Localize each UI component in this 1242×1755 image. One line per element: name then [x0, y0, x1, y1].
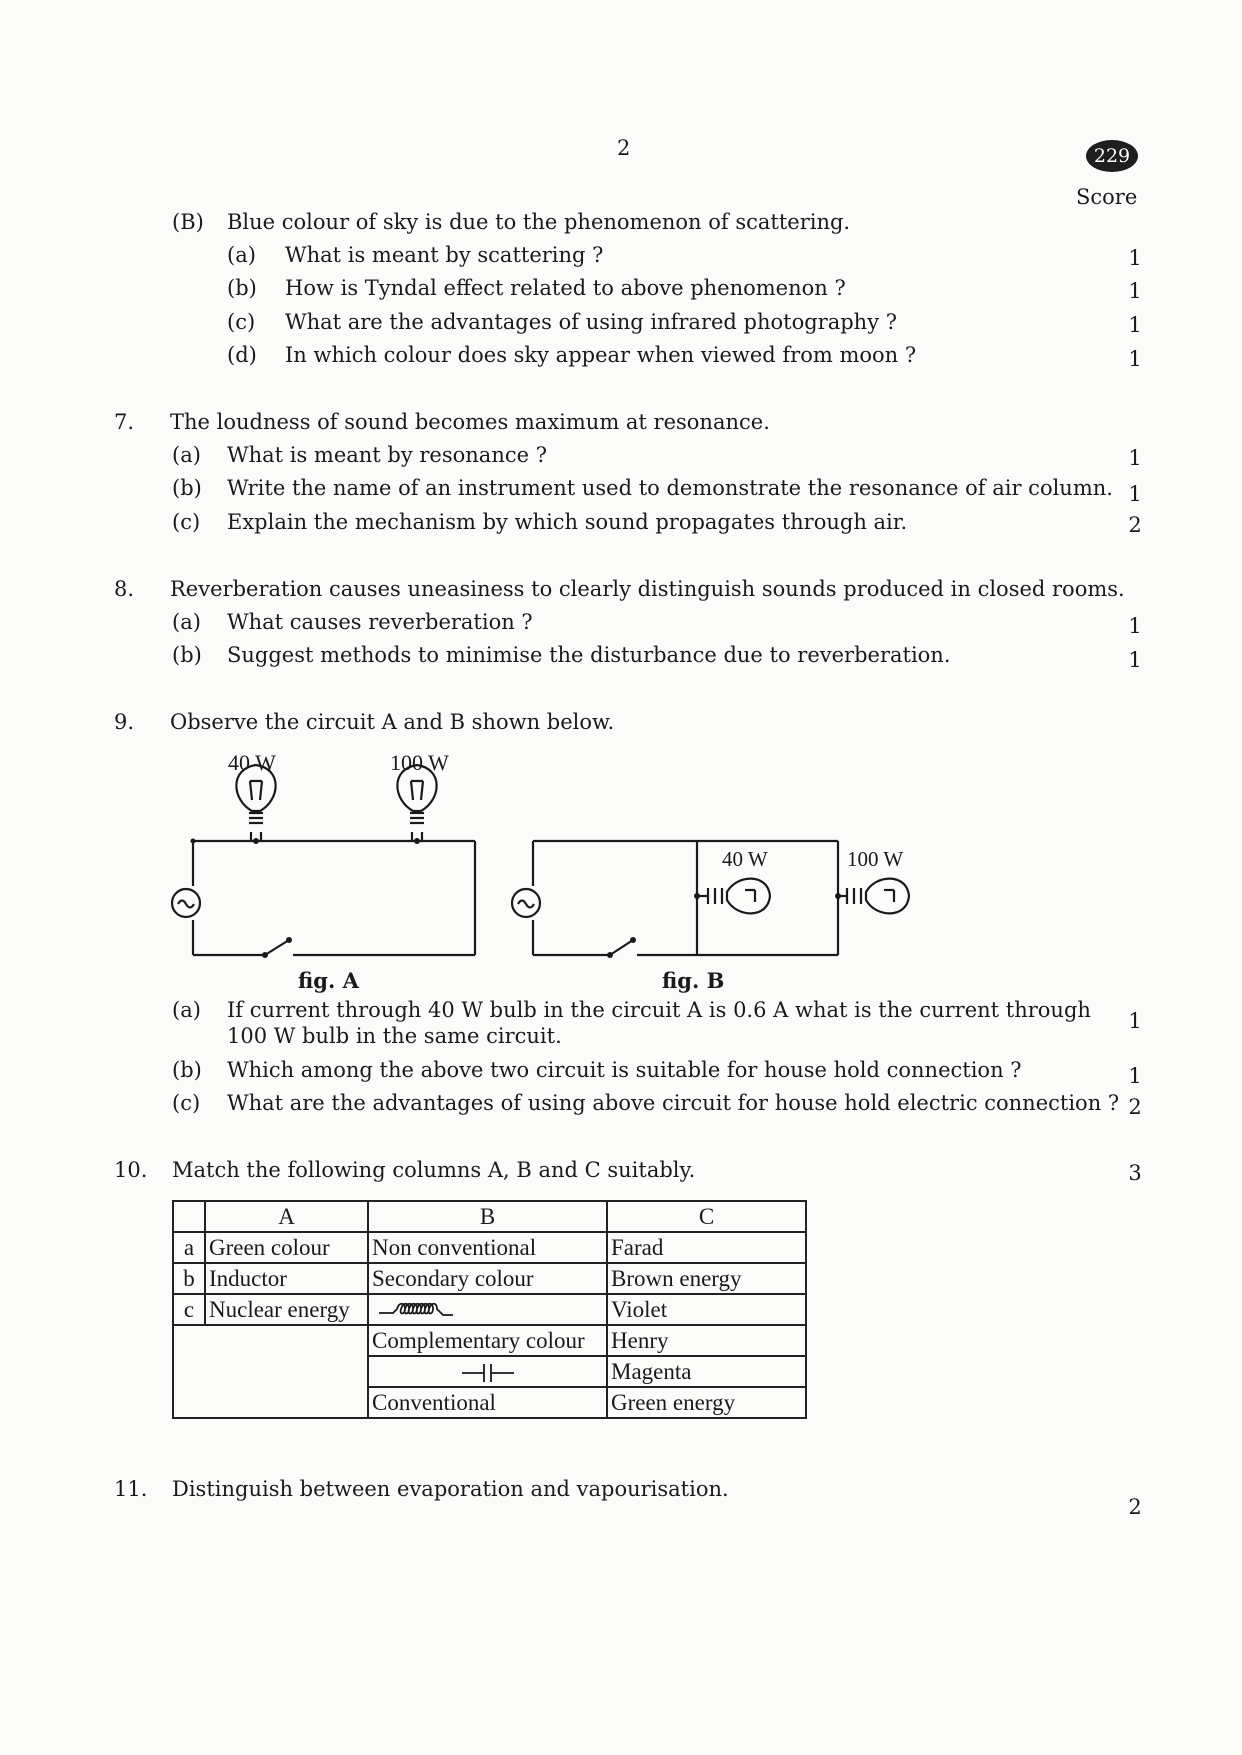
- question-score: 3: [1128, 1161, 1142, 1185]
- part-score: 1: [1128, 446, 1142, 470]
- cell-c: Violet: [607, 1294, 806, 1325]
- part-text: In which colour does sky appear when viewed from moon ?: [285, 343, 917, 367]
- part-score: 1: [1128, 614, 1142, 638]
- table-row: [173, 1263, 806, 1294]
- part-label: (a): [227, 243, 256, 267]
- question-stem: Blue colour of sky is due to the phenomenon of scattering.: [227, 210, 851, 234]
- cell-a: Inductor: [205, 1263, 368, 1294]
- match-table: [172, 1200, 807, 1419]
- part-text: What is meant by resonance ?: [227, 443, 547, 467]
- fig-b-ac-wave: [518, 901, 534, 908]
- row-key: b: [173, 1263, 205, 1294]
- question-stem: Distinguish between evaporation and vapourisation.: [172, 1477, 729, 1501]
- fig-b-bulb-100w-label: 100 W: [847, 847, 904, 871]
- column-header: B: [368, 1201, 607, 1232]
- part-text: How is Tyndal effect related to above phenomenon ?: [285, 276, 846, 300]
- part-label: (b): [227, 276, 257, 300]
- cell-b: Conventional: [368, 1387, 607, 1418]
- fig-b-caption: fig. B: [662, 968, 725, 993]
- part-text: If current through 40 W bulb in the circuit A is 0.6 A what is the current through: [227, 998, 1091, 1022]
- part-score: 1: [1128, 347, 1142, 371]
- row-key: c: [173, 1294, 205, 1325]
- part-score: 2: [1128, 1095, 1142, 1119]
- fig-a-caption: fig. A: [298, 968, 359, 993]
- score-header: Score: [1076, 185, 1138, 209]
- part-score: 1: [1128, 313, 1142, 337]
- fig-a-switch-lever: [265, 940, 289, 955]
- question-label: (B): [172, 210, 204, 234]
- part-label: (c): [172, 1091, 201, 1115]
- fig-b-bulb-40w-label: 40 W: [722, 847, 768, 871]
- part-label: (b): [172, 643, 202, 667]
- cell-b: Non conventional: [368, 1232, 607, 1263]
- question-number: 11.: [114, 1477, 148, 1501]
- cell-b: [368, 1294, 607, 1325]
- column-header: C: [607, 1201, 806, 1232]
- question-stem: Match the following columns A, B and C suitably.: [172, 1158, 696, 1182]
- question-number: 9.: [114, 710, 135, 734]
- fig-a-bulb-100w-label: 100 W: [390, 750, 449, 775]
- cell-b: Complementary colour: [368, 1325, 607, 1356]
- fig-b-bulb-100w: [866, 879, 909, 914]
- part-label: (a): [172, 610, 201, 634]
- part-text-continued: 100 W bulb in the same circuit.: [227, 1024, 562, 1048]
- fig-a-ac-wave: [178, 901, 194, 908]
- cell-a: Nuclear energy: [205, 1294, 368, 1325]
- question-number: 7.: [114, 410, 135, 434]
- part-label: (c): [227, 310, 256, 334]
- table-header-row: [173, 1201, 806, 1232]
- question-stem: Reverberation causes uneasiness to clearly distinguish sounds produced in closed rooms.: [170, 577, 1125, 601]
- part-text: What are the advantages of using above circuit for house hold electric connection ?: [227, 1091, 1120, 1115]
- page-number: 2: [617, 136, 631, 160]
- cell-c: Farad: [607, 1232, 806, 1263]
- question-number: 10.: [114, 1158, 148, 1182]
- part-text: Which among the above two circuit is suitable for house hold connection ?: [227, 1058, 1022, 1082]
- part-label: (c): [172, 510, 201, 534]
- question-number: 8.: [114, 577, 135, 601]
- table-row: [173, 1294, 806, 1325]
- table-corner: [173, 1201, 205, 1232]
- table-row: [173, 1232, 806, 1263]
- fig-b-bulb-40w: [727, 879, 770, 914]
- question-score: 2: [1128, 1495, 1142, 1519]
- part-text: What is meant by scattering ?: [285, 243, 604, 267]
- cell-b: [368, 1356, 607, 1387]
- question-stem: Observe the circuit A and B shown below.: [170, 710, 615, 734]
- part-score: 1: [1128, 1064, 1142, 1088]
- row-key: a: [173, 1232, 205, 1263]
- part-text: What are the advantages of using infrared photography ?: [285, 310, 897, 334]
- fig-b-switch-lever: [610, 940, 633, 955]
- cell-c: Henry: [607, 1325, 806, 1356]
- part-label: (b): [172, 1058, 202, 1082]
- part-text: Write the name of an instrument used to demonstrate the resonance of air column.: [227, 476, 1113, 500]
- cell-c: Green energy: [607, 1387, 806, 1418]
- part-score: 1: [1128, 1009, 1142, 1033]
- cell-a: Green colour: [205, 1232, 368, 1263]
- part-score: 1: [1128, 648, 1142, 672]
- empty-cell: [173, 1325, 368, 1418]
- table-row: [173, 1325, 806, 1356]
- question-stem: The loudness of sound becomes maximum at resonance.: [170, 410, 770, 434]
- column-header: A: [205, 1201, 368, 1232]
- part-text: Suggest methods to minimise the disturbance due to reverberation.: [227, 643, 951, 667]
- part-score: 2: [1128, 513, 1142, 537]
- cell-c: Magenta: [607, 1356, 806, 1387]
- part-label: (a): [172, 443, 201, 467]
- part-score: 1: [1128, 482, 1142, 506]
- fig-a-bulb-40w-label: 40 W: [228, 750, 276, 775]
- paper-code-badge: 229: [1086, 140, 1138, 172]
- capacitor-icon: [458, 1362, 518, 1384]
- part-label: (a): [172, 998, 201, 1022]
- part-text: What causes reverberation ?: [227, 610, 533, 634]
- part-text: Explain the mechanism by which sound propagates through air.: [227, 510, 908, 534]
- inductor-coil-icon: [377, 1299, 517, 1321]
- part-label: (b): [172, 476, 202, 500]
- cell-b: Secondary colour: [368, 1263, 607, 1294]
- part-label: (d): [227, 343, 257, 367]
- part-score: 1: [1128, 246, 1142, 270]
- part-score: 1: [1128, 279, 1142, 303]
- cell-c: Brown energy: [607, 1263, 806, 1294]
